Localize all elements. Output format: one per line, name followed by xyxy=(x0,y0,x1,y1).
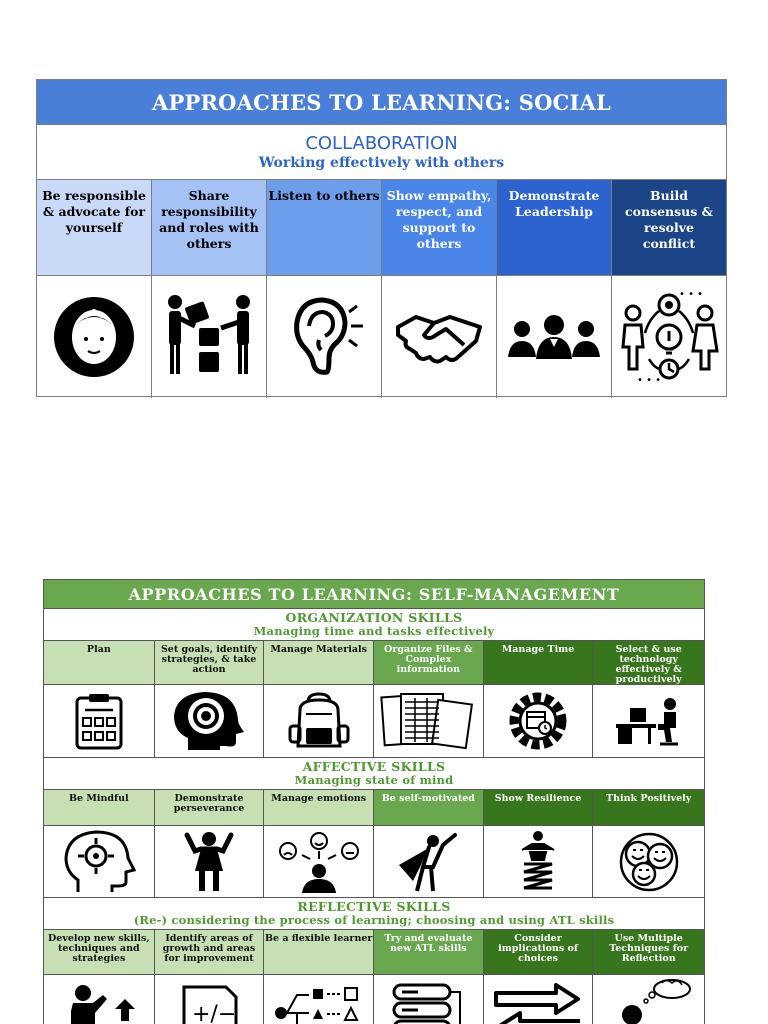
leader-group-icon xyxy=(506,313,602,361)
organization-icon-row xyxy=(44,685,704,757)
skill-flexible-learner: Be a flexible learner xyxy=(264,930,374,974)
collaboration-title: COLLABORATION xyxy=(305,133,458,154)
social-icon-row xyxy=(37,276,726,398)
files-stack-icon xyxy=(379,690,477,752)
skill-develop-new: Develop new skills, techniques and strategies xyxy=(44,930,155,974)
ear-listening-icon xyxy=(279,292,369,382)
mind-head-icon xyxy=(46,293,142,381)
self-management-table xyxy=(43,579,705,1024)
backpack-icon xyxy=(286,692,352,750)
affective-skill-row xyxy=(44,790,704,826)
skill-plan: Plan xyxy=(44,641,155,684)
reflective-subtitle: (Re-) considering the process of learning; choosing and using ATL skills xyxy=(133,913,615,927)
skill-set-goals: Set goals, identify strategies, & take action xyxy=(155,641,265,684)
skill-consider-implications: Consider implications of choices xyxy=(484,930,594,974)
skill-listen: Listen to others xyxy=(267,180,382,275)
svg-text:• • •: • • • xyxy=(679,289,704,300)
collaboration-header xyxy=(37,124,726,180)
skill-try-evaluate: Try and evaluate new ATL skills xyxy=(374,930,484,974)
handshake-icon xyxy=(394,307,484,367)
target-head-icon xyxy=(170,690,248,752)
skill-share-responsibility: Share responsibility and roles with others xyxy=(152,180,267,275)
spring-person-icon xyxy=(518,830,558,894)
skill-consensus: Build consensus & resolve conflict xyxy=(612,180,726,275)
skill-manage-materials: Manage Materials xyxy=(264,641,374,684)
collaboration-subtitle: Working effectively with others xyxy=(258,155,505,171)
smiling-faces-icon xyxy=(604,832,694,892)
affective-icon-row xyxy=(44,826,704,897)
skill-self-motivated: Be self-motivated xyxy=(374,790,484,825)
consensus-idea-icon xyxy=(619,289,719,385)
organization-title: ORGANIZATION SKILLS xyxy=(285,610,463,625)
emotions-faces-icon xyxy=(274,831,364,893)
skill-perseverance: Demonstrate perseverance xyxy=(155,790,265,825)
reflective-icon-row xyxy=(44,975,704,1024)
strong-person-icon xyxy=(181,831,237,893)
svg-text:• • •: • • • xyxy=(637,375,662,385)
clipboard-plan-icon xyxy=(71,692,127,750)
organization-subtitle: Managing time and tasks effectively xyxy=(253,624,495,638)
skill-be-mindful: Be Mindful xyxy=(44,790,155,825)
skill-multiple-techniques: Use Multiple Techniques for Reflection xyxy=(593,930,704,974)
affective-header xyxy=(44,757,704,790)
organization-skill-row xyxy=(44,641,704,685)
skill-leadership: Demonstrate Leadership xyxy=(497,180,612,275)
organization-header xyxy=(44,608,704,641)
reflective-title: REFLECTIVE SKILLS xyxy=(297,899,451,914)
reflective-skill-row xyxy=(44,930,704,975)
computer-desk-icon xyxy=(614,696,684,746)
teamwork-blocks-icon xyxy=(159,292,259,382)
skill-identify-growth: Identify areas of growth and areas for improvement xyxy=(155,930,265,974)
social-table xyxy=(36,79,727,397)
skill-manage-time: Manage Time xyxy=(484,641,594,684)
flexible-shapes-icon xyxy=(269,983,369,1024)
skill-think-positively: Think Positively xyxy=(593,790,704,825)
teacher-growth-icon xyxy=(59,981,139,1024)
skill-organize-files: Organize Files & Complex information xyxy=(374,641,484,684)
mindful-head-icon xyxy=(62,830,136,894)
superhero-icon xyxy=(393,831,463,893)
skill-be-responsible: Be responsible & advocate for yourself xyxy=(37,180,152,275)
thinking-person-icon xyxy=(606,979,692,1024)
plus-minus-paper-icon xyxy=(174,983,244,1024)
affective-subtitle: Managing state of mind xyxy=(294,773,454,787)
server-stack-icon xyxy=(388,981,468,1024)
skill-empathy: Show empathy, respect, and support to others xyxy=(382,180,497,275)
skill-select-technology: Select & use technology effectively & productively xyxy=(593,641,704,684)
arrows-direction-icon xyxy=(490,981,586,1024)
social-title: APPROACHES TO LEARNING: SOCIAL xyxy=(37,80,726,124)
skill-resilience: Show Resilience xyxy=(484,790,594,825)
social-skill-row xyxy=(37,180,726,276)
affective-title: AFFECTIVE SKILLS xyxy=(302,759,446,774)
svg-text:+/−: +/− xyxy=(192,1002,237,1024)
gear-calendar-clock-icon xyxy=(503,688,573,754)
reflective-header xyxy=(44,897,704,930)
self-management-title: APPROACHES TO LEARNING: SELF-MANAGEMENT xyxy=(44,580,704,608)
skill-manage-emotions: Manage emotions xyxy=(264,790,374,825)
